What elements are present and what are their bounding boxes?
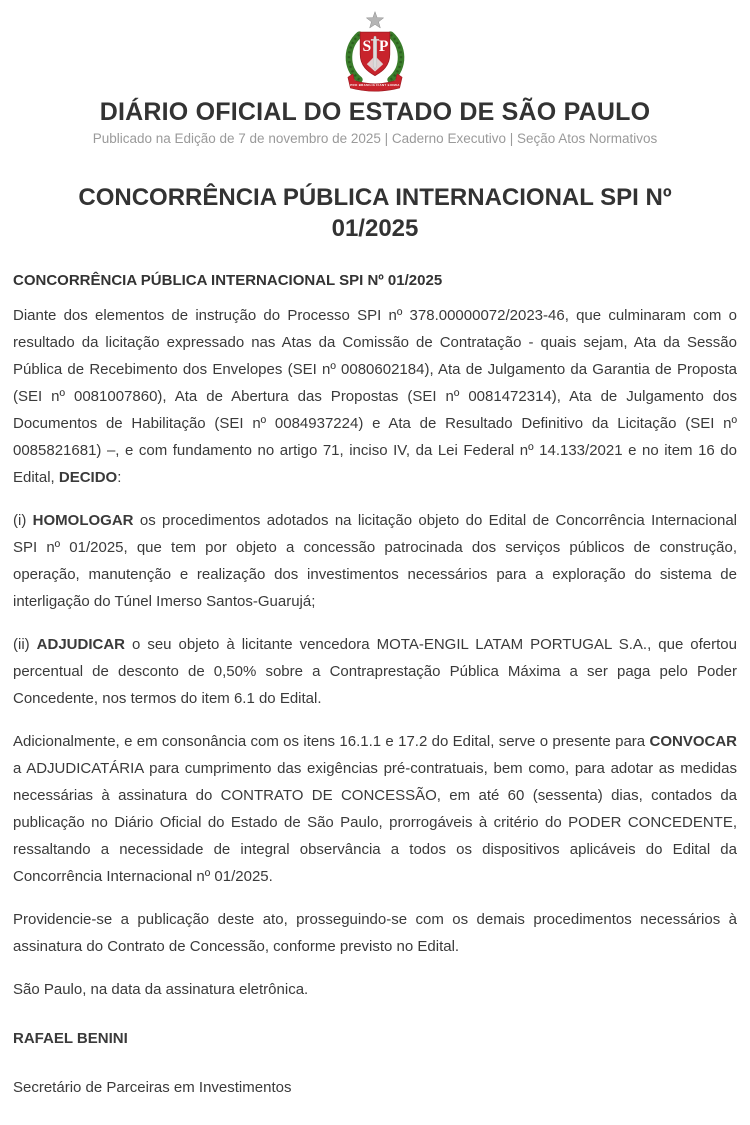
gazette-subtitle: Publicado na Edição de 7 de novembro de 2025 | Caderno Executivo | Seção Atos Normativos [92, 131, 658, 146]
document-content [13, 182, 737, 1101]
motto-text: PRO BRASILIA FIANT EXIMIA [350, 82, 400, 87]
shield-letter-p: P [378, 38, 389, 56]
logo-container [13, 8, 737, 92]
shield-letter-s: S [362, 38, 372, 56]
signature-role: Secretário de Parceiras em Investimentos [13, 1079, 292, 1096]
gazette-title: DIÁRIO OFICIAL DO ESTADO DE SÃO PAULO [99, 98, 651, 126]
publication-paragraph: Providencie-se a publicação deste ato, prosseguindo-se com os demais procedimentos necessários à assinatura do Contrato de Concessão, conforme previsto no Edital. [13, 911, 737, 955]
adjudicar-paragraph: (ii) ADJUDICAR o seu objeto à licitante vencedora MOTA-ENGIL LATAM PORTUGAL S.A., que ofertou percentual de desconto de 0,50% sobre a Contraprestação Pública Máxima a ser paga pelo Poder Concedente, nos termos do item 6.1 do Edital. [13, 636, 737, 707]
intro-paragraph: Diante dos elementos de instrução do Processo SPI nº 378.00000072/2023-46, que culminaram com o resultado da licitação expressado nas Atas da Comissão de Contratação - quais sejam, Ata da Sessão Pública de Recebimento dos Envelopes (SEI nº 0080602184), Ata de Julgamento da Garantia de Proposta (SEI nº 0081007860), Ata de Abertura das Propostas (SEI nº 0081472314), Ata de Julgamento dos Documentos de Habilitação (SEI nº 0084937224) e Ata de Resultado Definitivo da Licitação (SEI nº 0085821681) –, e com fundamento no artigo 71, inciso IV, da Lei Federal nº 14.133/2021 e no item 16 do Edital, DECIDO: [13, 307, 737, 486]
document-title: CONCORRÊNCIA PÚBLICA INTERNACIONAL SPI Nº 01/2025 [78, 184, 672, 242]
sao-paulo-coat-of-arms-logo [330, 10, 420, 92]
document-body [13, 302, 737, 1101]
homologar-paragraph: (i) HOMOLOGAR os procedimentos adotados na licitação objeto do Edital de Concorrência Internacional SPI nº 01/2025, que tem por objeto a concessão patrocinada dos serviços públicos de construção, operação, manutenção e realização dos investimentos necessários para a exploração do sistema de interligação do Túnel Imerso Santos-Guarujá; [13, 512, 737, 610]
shield [360, 32, 390, 75]
document-subheading: CONCORRÊNCIA PÚBLICA INTERNACIONAL SPI Nº 01/2025 [13, 272, 443, 289]
convocar-paragraph: Adicionalmente, e em consonância com os itens 16.1.1 e 17.2 do Edital, serve o presente para CONVOCAR a ADJUDICATÁRIA para cumprimento das exigências pré-contratuais, bem como, para adotar as medidas necessárias à assinatura do CONTRATO DE CONCESSÃO, em até 60 (sessenta) dias, contados da publicação no Diário Oficial do Estado de São Paulo, prorrogáveis à critério do PODER CONCEDENTE, ressaltando a necessidade de integral observância a todos os dispositivos aplicáveis do Edital da Concorrência Internacional nº 01/2025. [13, 733, 737, 885]
signature-name: RAFAEL BENINI [13, 1030, 128, 1047]
place-date-line: São Paulo, na data da assinatura eletrônica. [13, 981, 309, 998]
star-icon [366, 12, 383, 28]
gazette-header [13, 8, 737, 146]
